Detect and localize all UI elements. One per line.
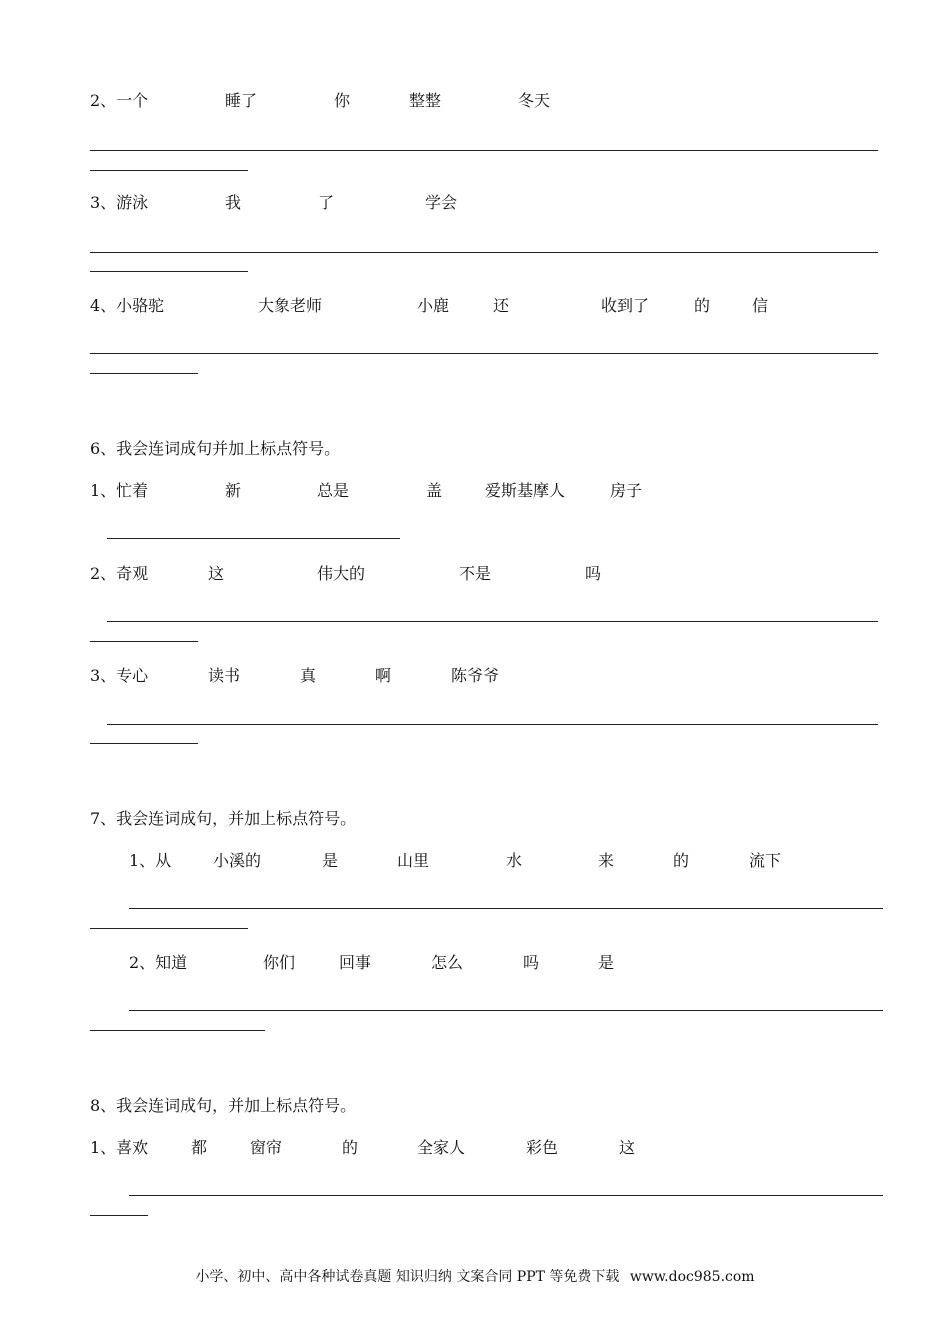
word: 睡了 <box>225 91 258 110</box>
page-footer <box>0 1267 950 1287</box>
item-label: 3、游泳 <box>90 193 149 212</box>
word: 回事 <box>339 953 372 972</box>
word: 是 <box>598 953 615 972</box>
answer-line[interactable] <box>107 621 878 622</box>
answer-line[interactable] <box>129 908 883 909</box>
word: 的 <box>694 296 711 315</box>
answer-line[interactable] <box>90 743 198 744</box>
word: 小溪的 <box>213 851 262 870</box>
word: 不是 <box>459 564 492 583</box>
word: 怎么 <box>431 953 464 972</box>
word: 信 <box>752 296 769 315</box>
answer-line[interactable] <box>90 928 248 929</box>
item-label: 2、奇观 <box>90 564 149 583</box>
answer-line[interactable] <box>90 373 198 374</box>
section-title: 6、我会连词成句并加上标点符号。 <box>90 439 341 458</box>
word: 这 <box>208 564 225 583</box>
word: 都 <box>191 1138 208 1157</box>
word: 你们 <box>263 953 296 972</box>
word: 冬天 <box>518 91 551 110</box>
word: 来 <box>598 851 615 870</box>
word: 盖 <box>426 481 443 500</box>
answer-line[interactable] <box>90 1030 265 1031</box>
answer-line[interactable] <box>90 641 198 642</box>
section-title: 8、我会连词成句，并加上标点符号。 <box>90 1096 357 1115</box>
word: 还 <box>493 296 510 315</box>
word: 总是 <box>317 481 350 500</box>
word: 这 <box>619 1138 636 1157</box>
word: 爱斯基摩人 <box>485 481 566 500</box>
word: 的 <box>673 851 690 870</box>
word: 山里 <box>397 851 430 870</box>
answer-line[interactable] <box>90 1215 148 1216</box>
item-label: 1、喜欢 <box>90 1138 149 1157</box>
word: 全家人 <box>417 1138 466 1157</box>
item-label: 1、忙着 <box>90 481 149 500</box>
word: 是 <box>322 851 339 870</box>
answer-line[interactable] <box>107 538 400 539</box>
word: 你 <box>334 91 351 110</box>
section-title: 7、我会连词成句，并加上标点符号。 <box>90 809 357 828</box>
word: 学会 <box>425 193 458 212</box>
word: 我 <box>225 193 242 212</box>
answer-line[interactable] <box>90 150 878 151</box>
item-label: 3、专心 <box>90 666 149 685</box>
answer-line[interactable] <box>107 724 878 725</box>
word: 吗 <box>523 953 540 972</box>
answer-line[interactable] <box>129 1010 883 1011</box>
footer-link[interactable]: www.doc985.com <box>629 1269 755 1285</box>
word: 收到了 <box>601 296 650 315</box>
word: 伟大的 <box>317 564 366 583</box>
word: 彩色 <box>526 1138 559 1157</box>
word: 房子 <box>610 481 643 500</box>
item-label: 2、知道 <box>129 953 188 972</box>
item-label: 2、一个 <box>90 91 149 110</box>
word: 流下 <box>749 851 782 870</box>
word: 啊 <box>375 666 392 685</box>
word: 小鹿 <box>417 296 450 315</box>
word: 水 <box>506 851 523 870</box>
word: 了 <box>318 193 335 212</box>
word: 窗帘 <box>250 1138 283 1157</box>
item-label: 1、从 <box>129 851 172 870</box>
item-label: 4、小骆驼 <box>90 296 165 315</box>
word: 新 <box>225 481 242 500</box>
word: 读书 <box>208 666 241 685</box>
answer-line[interactable] <box>90 271 248 272</box>
word: 吗 <box>585 564 602 583</box>
answer-line[interactable] <box>90 353 878 354</box>
word: 大象老师 <box>258 296 323 315</box>
word: 陈爷爷 <box>451 666 500 685</box>
answer-line[interactable] <box>90 170 248 171</box>
answer-line[interactable] <box>90 252 878 253</box>
word: 整整 <box>409 91 442 110</box>
word: 真 <box>300 666 317 685</box>
answer-line[interactable] <box>129 1195 883 1196</box>
word: 的 <box>342 1138 359 1157</box>
footer-text: 小学、初中、高中各种试卷真题 知识归纳 文案合同 PPT 等免费下载 <box>195 1269 620 1285</box>
